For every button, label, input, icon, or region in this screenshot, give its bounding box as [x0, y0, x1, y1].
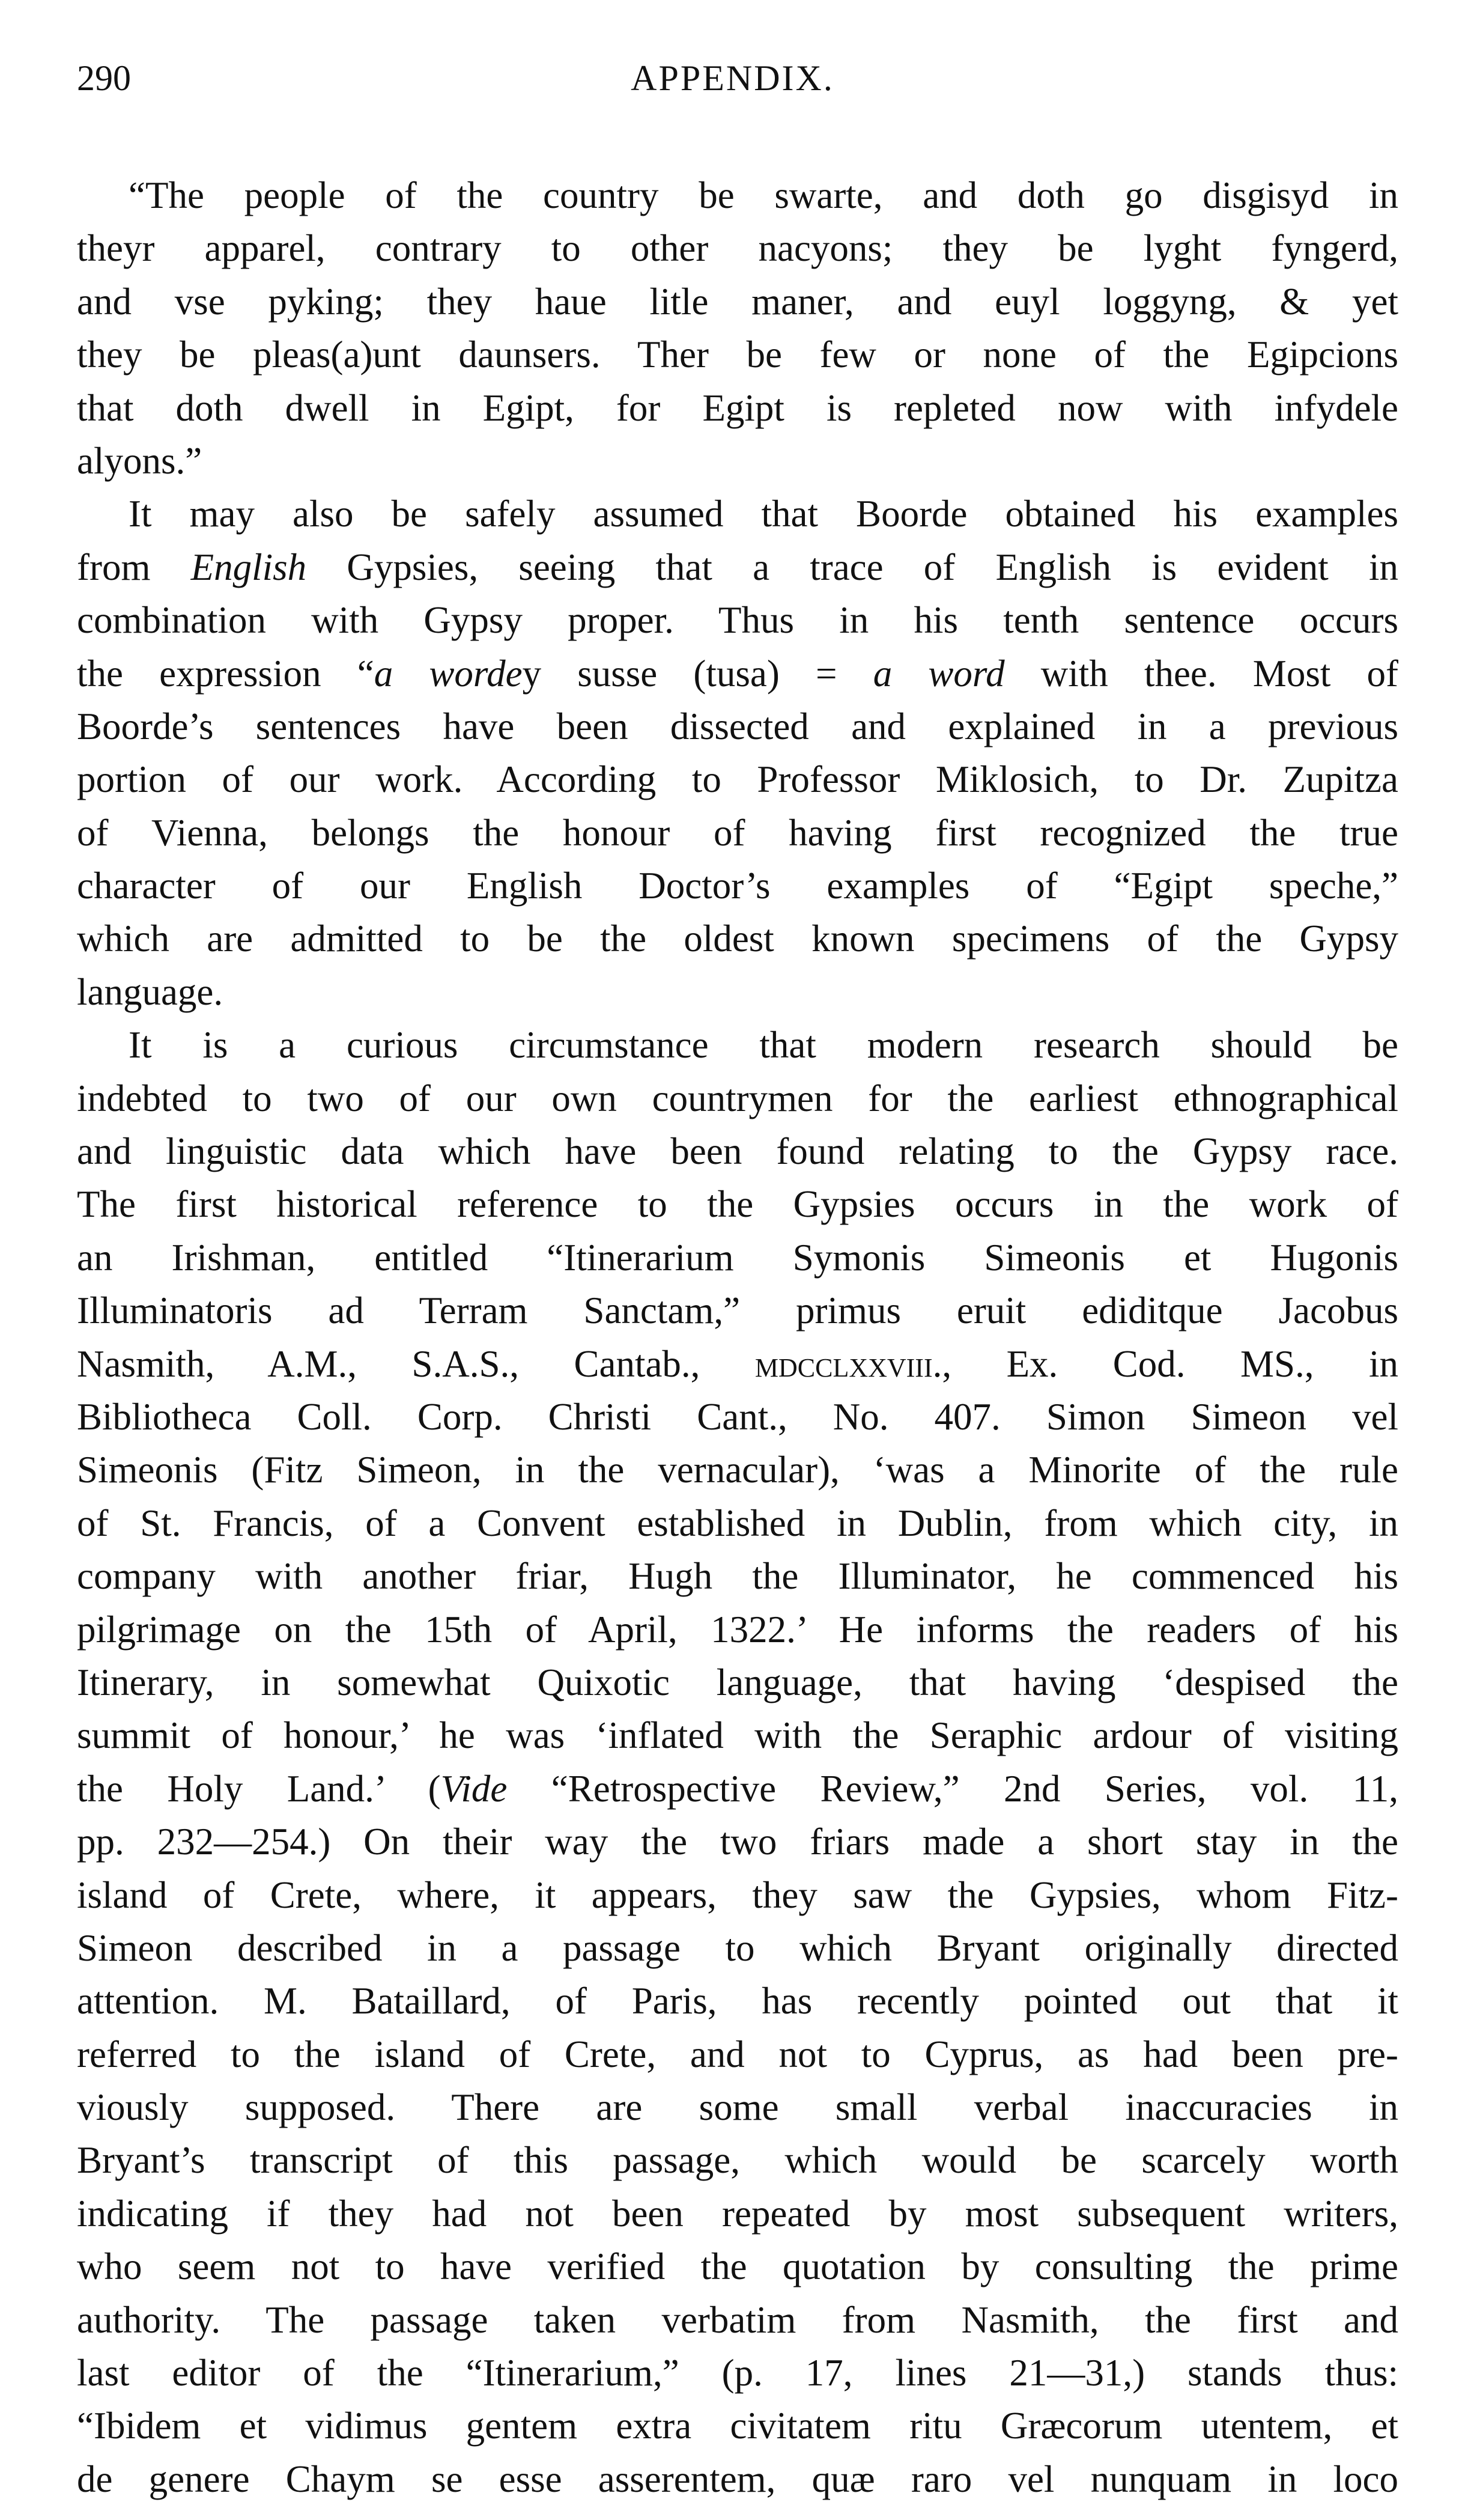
text-segment: It may also be safely assumed that Boorde obtained his examples [129, 493, 1398, 535]
text-line [77, 2399, 1398, 2452]
text-segment: an Irishman, entitled “Itinerarium Symonis Simeonis et Hugonis [77, 1236, 1398, 1279]
text-line [77, 2028, 1398, 2081]
text-line [77, 1922, 1398, 1974]
text-line [77, 594, 1398, 647]
text-line [77, 1497, 1398, 1550]
text-segment: which are admitted to be the oldest known specimens of the Gypsy [77, 918, 1398, 960]
text-segment: the expression “ [77, 652, 374, 695]
text-segment: Illuminatoris ad Terram Sanctam,” primus eruit ediditque Jacobus [77, 1289, 1398, 1332]
text-segment: summit of honour,’ he was ‘inflated with the Seraphic ardour of visiting [77, 1714, 1398, 1757]
text-line [77, 1284, 1398, 1337]
text-line [77, 859, 1398, 912]
text-line [77, 1656, 1398, 1709]
text-line [77, 2134, 1398, 2187]
text-segment: from [77, 546, 191, 588]
text-line [77, 382, 1398, 434]
text-line [77, 1390, 1398, 1443]
text-line [77, 966, 1398, 1018]
text-line [77, 1815, 1398, 1868]
text-segment: pp. 232—254.) On their way the two friars made a short stay in the [77, 1821, 1398, 1863]
text-line [77, 2081, 1398, 2134]
text-segment: Bibliotheca Coll. Corp. Christi Cant., No. 407. Simon Simeon vel [77, 1395, 1398, 1438]
text-segment: Bryant’s transcript of this passage, which would be scarcely worth [77, 2139, 1398, 2182]
running-head: APPENDIX. [631, 58, 834, 98]
text-line [77, 1762, 1398, 1815]
text-segment: alyons.” [77, 439, 202, 482]
text-segment: Nasmith, A.M., S.A.S., Cantab., [77, 1342, 755, 1385]
text-line [77, 541, 1398, 594]
italic-text: English [190, 546, 307, 588]
text-line [77, 222, 1398, 275]
text-segment: “Retrospective Review,” 2nd Series, vol. 11, [507, 1767, 1398, 1810]
text-line [77, 2240, 1398, 2293]
page-number: 290 [77, 58, 131, 98]
text-segment: de genere Chaym se esse asserentem, quæ raro vel nunquam in loco [77, 2458, 1398, 2500]
text-line [77, 1125, 1398, 1178]
text-line [77, 806, 1398, 859]
text-segment: who seem not to have verified the quotation by consulting the prime [77, 2245, 1398, 2288]
text-segment: and vse pyking; they haue litle maner, and euyl loggyng, & yet [77, 280, 1398, 323]
text-line [77, 169, 1398, 222]
text-segment: theyr apparel, contrary to other nacyons; they be lyght fyngerd, [77, 227, 1398, 270]
text-line [77, 328, 1398, 381]
italic-text: a word [873, 652, 1005, 695]
text-segment: portion of our work. According to Professor Miklosich, to Dr. Zupitza [77, 758, 1398, 801]
italic-text: a worde [374, 652, 523, 695]
text-line [77, 912, 1398, 965]
text-segment: “The people of the country be swarte, and doth go disgisyd in [129, 174, 1398, 216]
text-segment: , Ex. Cod. MS., in [942, 1342, 1398, 1385]
text-line [77, 1550, 1398, 1602]
text-line [77, 1338, 1398, 1390]
text-line [77, 1018, 1398, 1071]
text-segment: indebted to two of our own countrymen for the earliest ethnographical [77, 1077, 1398, 1119]
text-segment: referred to the island of Crete, and not to Cyprus, as had been pre- [77, 2033, 1398, 2075]
text-segment: and linguistic data which have been found relating to the Gypsy race. [77, 1130, 1398, 1173]
text-line [77, 700, 1398, 753]
text-line [77, 1974, 1398, 2027]
text-line [77, 2346, 1398, 2399]
text-segment: Simeonis (Fitz Simeon, in the vernacular), ‘was a Minorite of the rule [77, 1449, 1398, 1491]
text-line [77, 753, 1398, 806]
text-segment: last editor of the “Itinerarium,” (p. 17, lines 21—31,) stands thus: [77, 2352, 1398, 2394]
text-segment: with thee. Most of [1004, 652, 1398, 695]
text-segment: Boorde’s sentences have been dissected and explained in a previous [77, 705, 1398, 747]
text-line [77, 1443, 1398, 1496]
text-line [77, 487, 1398, 540]
text-segment: the Holy Land.’ ( [77, 1767, 441, 1810]
text-segment: Gypsies, seeing that a trace of English is evident in [306, 546, 1398, 588]
text-segment: of St. Francis, of a Convent established in Dublin, from which city, in [77, 1502, 1398, 1544]
text-segment: The first historical reference to the Gypsies occurs in the work of [77, 1183, 1398, 1226]
body-text [77, 169, 1398, 2506]
text-segment: “Ibidem et vidimus gentem extra civitatem ritu Græcorum utentem, et [77, 2405, 1398, 2447]
small-caps-text: mdcclxxviii. [754, 1342, 942, 1385]
text-line [77, 1869, 1398, 1922]
italic-text: Vide [440, 1767, 508, 1810]
text-line [77, 2453, 1398, 2506]
text-segment: they be pleas(a)unt daunsers. Ther be few or none of the Egipcions [77, 333, 1398, 376]
text-segment: company with another friar, Hugh the Illuminator, he commenced his [77, 1555, 1398, 1598]
text-segment: island of Crete, where, it appears, they saw the Gypsies, whom Fitz- [77, 1873, 1398, 1916]
text-line [77, 1603, 1398, 1656]
text-segment: pilgrimage on the 15th of April, 1322.’ He informs the readers of his [77, 1608, 1398, 1651]
text-segment: authority. The passage taken verbatim from Nasmith, the first and [77, 2298, 1398, 2341]
text-segment: Simeon described in a passage to which Bryant originally directed [77, 1926, 1398, 1969]
text-segment: of Vienna, belongs the honour of having first recognized the true [77, 811, 1398, 854]
text-line [77, 434, 1398, 487]
text-line [77, 2293, 1398, 2346]
text-segment: character of our English Doctor’s examples of “Egipt speche,” [77, 865, 1398, 907]
text-line [77, 1709, 1398, 1762]
text-line [77, 1231, 1398, 1284]
text-segment: indicating if they had not been repeated by most subsequent writers, [77, 2192, 1398, 2235]
text-line [77, 647, 1398, 700]
text-segment: viously supposed. There are some small verbal inaccuracies in [77, 2086, 1398, 2129]
text-segment: attention. M. Bataillard, of Paris, has recently pointed out that it [77, 1980, 1398, 2022]
text-segment: y susse (tusa) = [522, 652, 873, 695]
text-line [77, 1178, 1398, 1231]
text-segment: Itinerary, in somewhat Quixotic language, that having ‘despised the [77, 1661, 1398, 1703]
text-line [77, 2187, 1398, 2240]
text-segment: combination with Gypsy proper. Thus in his tenth sentence occurs [77, 599, 1398, 642]
text-line [77, 275, 1398, 328]
text-segment: It is a curious circumstance that modern research should be [129, 1024, 1398, 1067]
text-segment: language. [77, 970, 223, 1013]
text-line [77, 1072, 1398, 1125]
text-segment: that doth dwell in Egipt, for Egipt is repleted now with infydele [77, 386, 1398, 429]
